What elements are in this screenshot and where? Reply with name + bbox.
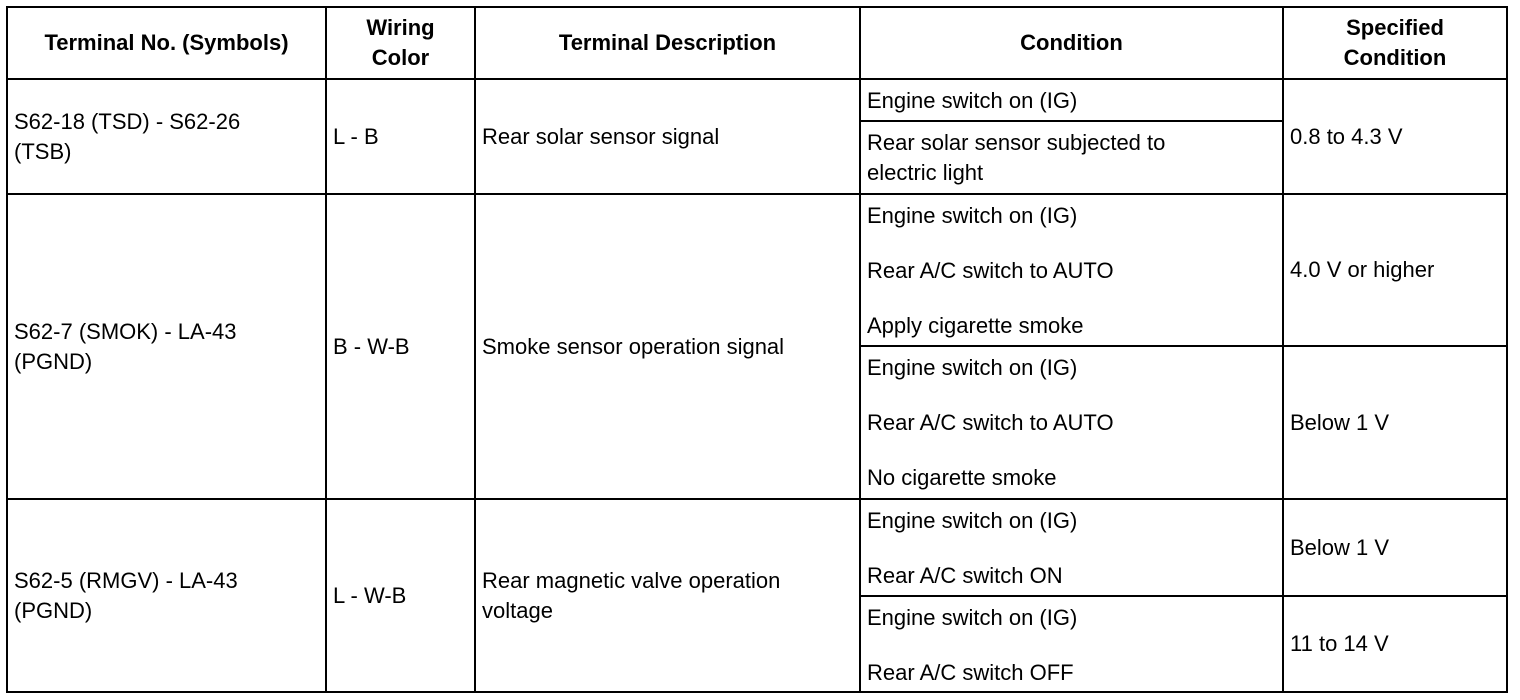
row2-terminal: S62-7 (SMOK) - LA-43 (PGND) (14, 318, 237, 374)
row1-description: Rear solar sensor signal (482, 123, 720, 149)
header-terminal: Terminal No. (Symbols) (44, 30, 289, 55)
row2-case2-condition-3: No cigarette smoke (867, 465, 1057, 490)
row3-case2-specified: 11 to 14 V (1290, 631, 1389, 656)
row3-case2-condition-1: Engine switch on (IG) (867, 605, 1078, 630)
row1-condition-a: Engine switch on (IG) (867, 88, 1078, 113)
header-condition: Condition (1020, 30, 1123, 55)
row1-specified: 0.8 to 4.3 V (1290, 123, 1403, 149)
row2-case1-specified: 4.0 V or higher (1290, 257, 1435, 282)
row1-condition-divider (859, 120, 1282, 122)
row1-wiring: L - B (333, 123, 379, 149)
row1-terminal: S62-18 (TSD) - S62-26 (TSB) (14, 108, 241, 164)
header-wiring-color: Wiring Color (366, 15, 435, 70)
row3-case2-condition-2: Rear A/C switch OFF (867, 660, 1074, 685)
row3-case1-condition-1: Engine switch on (IG) (867, 508, 1078, 533)
row2-case1-condition-2: Rear A/C switch to AUTO (867, 258, 1114, 283)
row3-case1-specified: Below 1 V (1290, 534, 1390, 560)
row1-condition-b: Rear solar sensor subjected to electric light (867, 130, 1166, 185)
row2-case1-condition-3: Apply cigarette smoke (867, 313, 1084, 338)
row3-description: Rear magnetic valve operation voltage (482, 567, 781, 623)
row2-case2-condition-1: Engine switch on (IG) (867, 355, 1078, 380)
row2-description: Smoke sensor operation signal (482, 333, 785, 359)
row3-case1-condition-2: Rear A/C switch ON (867, 563, 1063, 588)
header-description: Terminal Description (558, 30, 777, 55)
row2-wiring: B - W-B (333, 333, 410, 359)
terminal-spec-table (6, 6, 1508, 693)
row2-case1-condition-1: Engine switch on (IG) (867, 203, 1078, 228)
row2-case2-specified: Below 1 V (1290, 409, 1390, 435)
row2-case2-condition-2: Rear A/C switch to AUTO (867, 410, 1114, 435)
header-specified-condition: Specified Condition (1343, 15, 1447, 70)
row3-wiring: L - W-B (333, 582, 407, 608)
row3-terminal: S62-5 (RMGV) - LA-43 (PGND) (14, 567, 238, 623)
